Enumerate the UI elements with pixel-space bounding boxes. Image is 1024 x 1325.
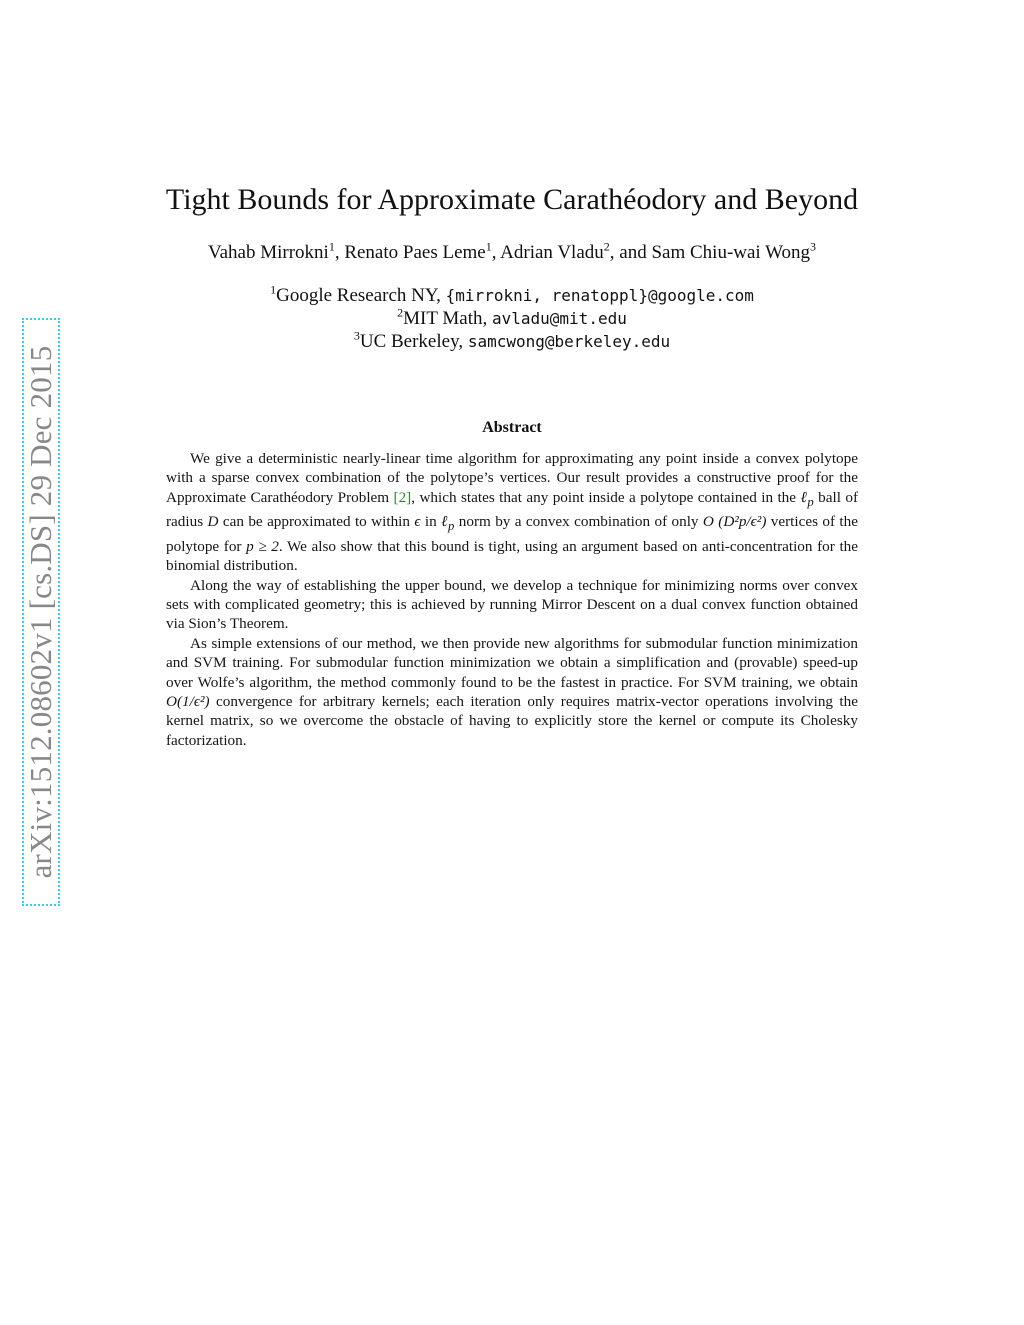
author-name: Renato Paes Leme	[344, 242, 486, 263]
abstract-paragraph-2: Along the way of establishing the upper bound, we develop a technique for minimizing norms over convex sets with complicated geometry; this is achieved by running Mirror Descent on a dual convex function obtained via Sion’s Theorem.	[166, 576, 858, 633]
affiliation-name: Google Research NY,	[276, 285, 446, 306]
abstract-text: convergence for arbitrary kernels; each iteration only requires matrix-vector operations involving the kernel matrix, so we overcome the obstacle of having to explicitly store the kernel or compute its Cholesky factorization.	[166, 692, 858, 749]
affiliation-email: samcwong@berkeley.edu	[467, 332, 671, 351]
abstract-text: vertices of the polytope for	[166, 513, 858, 555]
math-epsilon: ϵ	[414, 513, 421, 531]
abstract-text: As simple extensions of our method, we then provide new algorithms for submodular function minimization and SVM training. For submodular function minimization we obtain a simplification and (provable) speed-up over Wolfe’s algorithm, the method commonly found to be the fastest in practice. For SVM training, we obtain	[166, 634, 858, 691]
math-p-subscript: p	[807, 494, 814, 509]
author-affiliation-mark: 3	[810, 239, 817, 254]
arxiv-stamp: arXiv:1512.08602v1 [cs.DS] 29 Dec 2015	[23, 345, 58, 879]
author-separator: , and	[609, 242, 652, 263]
affiliation-line	[0, 282, 1024, 307]
abstract-text: ball of radius	[166, 488, 858, 531]
affiliation-mark: 2	[397, 305, 404, 320]
abstract-paragraph-3	[166, 634, 858, 750]
abstract-body	[166, 449, 858, 750]
math-rate: O(1/ϵ²)	[166, 692, 210, 710]
abstract-text: . We also show that this bound is tight, using an argument based on anti-concentration for the binomial distribution.	[166, 537, 858, 575]
abstract-heading: Abstract	[482, 419, 542, 436]
abstract-text: in	[420, 513, 442, 531]
author-name: Vahab Mirrokni	[207, 242, 329, 263]
affiliation-line	[0, 305, 1024, 330]
affiliation-name: UC Berkeley,	[359, 331, 468, 352]
math-radius: D	[207, 513, 219, 531]
math-ell: ℓ	[441, 513, 449, 531]
affiliation-mark: 1	[270, 282, 277, 297]
author-list	[0, 239, 1024, 264]
math-ell: ℓ	[800, 488, 808, 506]
author-affiliation-mark: 1	[485, 239, 492, 254]
math-bound: O (D²p/ϵ²)	[702, 513, 767, 531]
abstract-text: can be approximated to within	[218, 513, 415, 531]
affiliation-email: avladu@mit.edu	[491, 309, 627, 328]
math-condition: p ≥ 2	[246, 537, 279, 555]
abstract-paragraph-1	[166, 449, 858, 576]
author-name: Sam Chiu-wai Wong	[651, 242, 811, 263]
affiliation-email: {mirrokni, renatoppl}@google.com	[445, 286, 754, 305]
math-p-subscript: p	[448, 519, 455, 534]
citation-link[interactable]: [2]	[393, 488, 412, 506]
author-name: Adrian Vladu	[500, 242, 604, 263]
author-separator: ,	[334, 242, 345, 263]
affiliation-mark: 3	[353, 328, 360, 343]
affiliation-line	[0, 328, 1024, 353]
author-affiliation-mark: 2	[603, 239, 610, 254]
abstract-text: We give a deterministic nearly-linear time algorithm for approximating any point inside a convex polytope with a sparse convex combination of the polytope’s vertices. Our result provides a constructive proof for the Approximate Carathéodory Problem	[166, 450, 858, 506]
author-affiliation-mark: 1	[328, 239, 335, 254]
affiliation-name: MIT Math,	[403, 308, 492, 329]
paper-title: Tight Bounds for Approximate Carathéodory and Beyond	[165, 183, 859, 216]
abstract-text: , which states that any point inside a polytope contained in the	[411, 488, 801, 506]
author-separator: ,	[491, 242, 501, 263]
abstract-text: norm by a convex combination of only	[454, 513, 703, 531]
